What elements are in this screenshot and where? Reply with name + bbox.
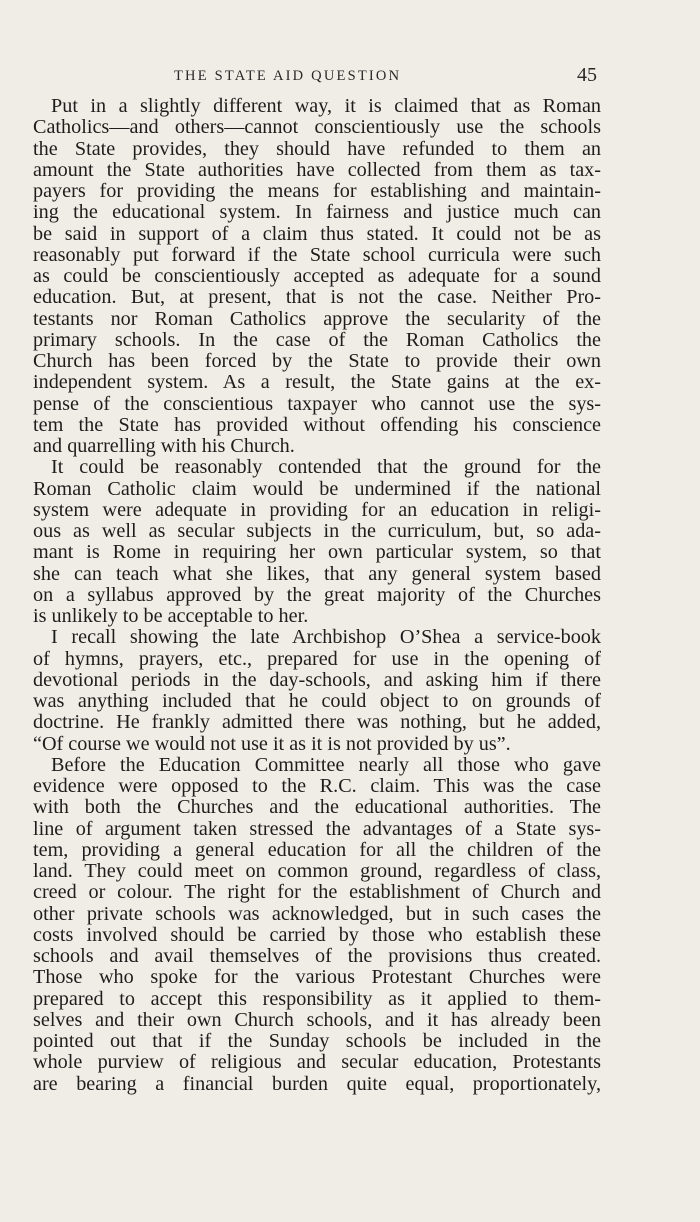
text-line: payers for providing the means for establishing and maintain- bbox=[33, 180, 601, 202]
text-line: with both the Churches and the educational authorities. The bbox=[33, 796, 601, 819]
text-line: are bearing a financial burden quite equal, proportionately, bbox=[33, 1072, 601, 1095]
text-line: prepared to accept this responsibility as it applied to them- bbox=[33, 987, 601, 1010]
text-line: selves and their own Church schools, and it has already been bbox=[33, 1008, 601, 1031]
text-line: the State provides, they should have refunded to them an bbox=[33, 137, 601, 160]
text-line: devotional periods in the day-schools, and asking him if there bbox=[33, 668, 601, 691]
text-line: schools and avail themselves of the provisions thus created. bbox=[33, 945, 601, 967]
text-line: Catholics—and others—cannot conscientiously use the schools bbox=[33, 116, 601, 139]
running-head bbox=[0, 64, 700, 90]
text-line: It could be reasonably contended that the ground for the bbox=[51, 456, 601, 479]
text-line: other private schools was acknowledged, but in such cases the bbox=[33, 902, 601, 925]
text-line: creed or colour. The right for the establishment of Church and bbox=[33, 881, 601, 904]
text-line: independent system. As a result, the State gains at the ex- bbox=[33, 371, 601, 394]
text-line: pense of the conscientious taxpayer who cannot use the sys- bbox=[33, 392, 601, 415]
text-line: whole purview of religious and secular education, Protestants bbox=[33, 1051, 601, 1074]
running-title: THE STATE AID QUESTION bbox=[174, 68, 402, 84]
text-line: ous as well as secular subjects in the curriculum, but, so ada- bbox=[33, 520, 601, 542]
text-line: primary schools. In the case of the Roman Catholics the bbox=[33, 328, 601, 351]
text-line: system were adequate in providing for an education in religi- bbox=[33, 498, 601, 521]
text-line: was anything included that he could object to on grounds of bbox=[33, 690, 601, 712]
text-line: amount the State authorities have collected from them as tax- bbox=[33, 158, 601, 181]
text-line: education. But, at present, that is not the case. Neither Pro- bbox=[33, 286, 601, 309]
text-line: testants nor Roman Catholics approve the secularity of the bbox=[33, 307, 601, 330]
text-line: pointed out that if the Sunday schools be included in the bbox=[33, 1030, 601, 1052]
text-line: land. They could meet on common ground, regardless of class, bbox=[33, 860, 601, 882]
text-line: be said in support of a claim thus stated. It could not be as bbox=[33, 222, 601, 245]
text-line: as could be conscientiously accepted as adequate for a sound bbox=[33, 265, 601, 287]
text-line: line of argument taken stressed the advantages of a State sys- bbox=[33, 817, 601, 840]
page-number: 45 bbox=[577, 64, 597, 86]
text-line: Before the Education Committee nearly all those who gave bbox=[51, 753, 601, 776]
text-line: evidence were opposed to the R.C. claim. This was the case bbox=[33, 775, 601, 797]
text-line: mant is Rome in requiring her own particular system, so that bbox=[33, 541, 601, 564]
text-line: Put in a slightly different way, it is claimed that as Roman bbox=[51, 95, 601, 117]
text-line: costs involved should be carried by those who establish these bbox=[33, 923, 601, 946]
text-line: doctrine. He frankly admitted there was nothing, but he added, bbox=[33, 711, 601, 734]
text-line: on a syllabus approved by the great majority of the Churches bbox=[33, 583, 601, 606]
text-line: reasonably put forward if the State school curricula were such bbox=[33, 243, 601, 266]
text-line: Church has been forced by the State to provide their own bbox=[33, 350, 601, 372]
text-line: “Of course we would not use it as it is not provided by us”. bbox=[33, 732, 511, 755]
text-line: I recall showing the late Archbishop O’Shea a service-book bbox=[51, 626, 601, 649]
text-line: and quarrelling with his Church. bbox=[33, 435, 295, 457]
body-text bbox=[33, 96, 601, 1095]
text-line: ing the educational system. In fairness and justice much can bbox=[33, 201, 601, 224]
text-line: she can teach what she likes, that any general system based bbox=[33, 562, 601, 585]
text-line: of hymns, prayers, etc., prepared for use in the opening of bbox=[33, 647, 601, 670]
text-line: Those who spoke for the various Protestant Churches were bbox=[33, 966, 601, 989]
text-line: is unlikely to be acceptable to her. bbox=[33, 605, 309, 627]
text-line: tem, providing a general education for all the children of the bbox=[33, 838, 601, 861]
text-line: tem the State has provided without offending his conscience bbox=[33, 413, 601, 436]
text-line: Roman Catholic claim would be undermined if the national bbox=[33, 477, 601, 500]
